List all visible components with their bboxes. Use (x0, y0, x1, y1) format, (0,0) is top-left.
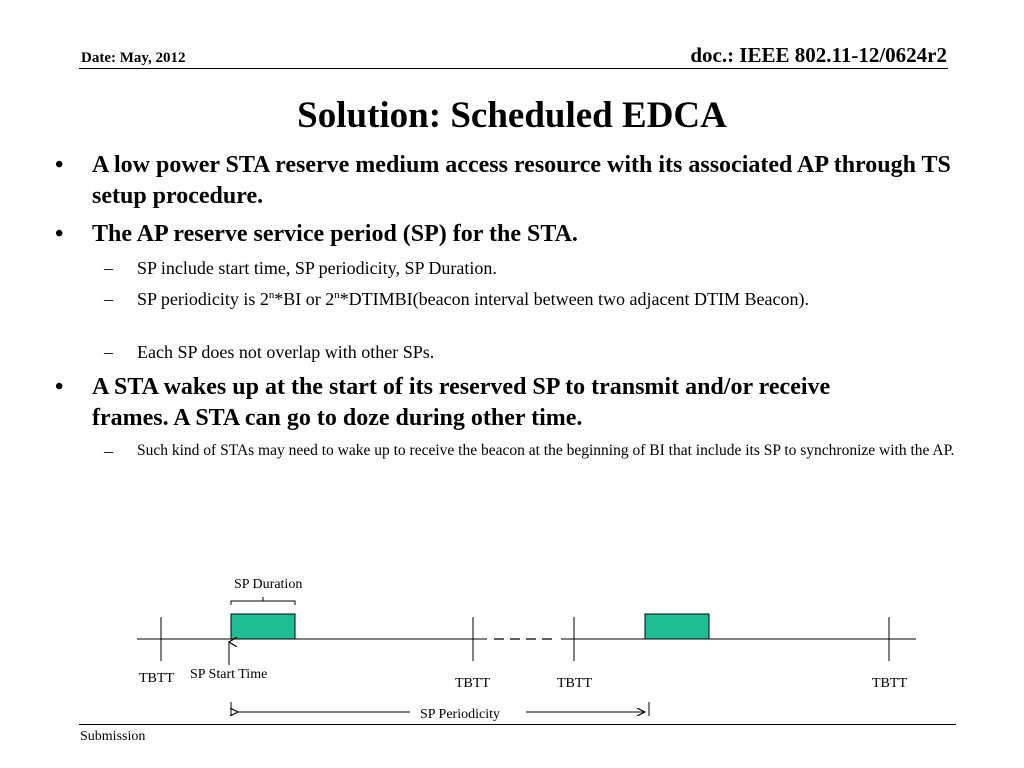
bullet-2-sub-1: SP include start time, SP periodicity, SP Duration. (137, 258, 497, 278)
footer-rule (79, 724, 956, 725)
sub-bullet-marker: – (104, 441, 113, 461)
sub-2-text-pre: SP periodicity is 2 (137, 289, 269, 309)
sub-2-sup-2: n (334, 289, 340, 301)
bullet-marker: • (55, 374, 64, 400)
sub-bullet-marker: – (104, 258, 113, 278)
sp-duration-bracket (231, 597, 295, 605)
sp-start-time-label: SP Start Time (190, 667, 268, 682)
bullet-1: A low power STA reserve medium access resource with its associated AP through TS setup procedure. (92, 152, 951, 209)
footer-submission: Submission (80, 729, 146, 744)
sub-2-sup-1: n (268, 289, 275, 301)
header-date: Date: May, 2012 (81, 50, 186, 66)
sub-bullet-marker: – (104, 342, 113, 362)
bullet-2-sub-3: Each SP does not overlap with other SPs. (137, 342, 435, 362)
bullet-marker: • (55, 152, 64, 178)
tbtt-label-3: TBTT (557, 676, 592, 691)
sp-periodicity-label: SP Periodicity (420, 707, 500, 722)
sub-bullet-marker: – (104, 289, 113, 309)
sub-2-text-mid: *BI or 2 (274, 289, 335, 309)
bullet-3-sub-1: Such kind of STAs may need to wake up to receive the beacon at the beginning of BI that include its SP to synchronize with the AP. (137, 442, 955, 459)
sp-block-1 (231, 614, 295, 639)
header-rule (79, 68, 948, 69)
bullet-2: The AP reserve service period (SP) for the STA. (92, 221, 578, 247)
bullet-2-sub-2 (137, 288, 917, 310)
tbtt-label-2: TBTT (455, 676, 490, 691)
sp-duration-label: SP Duration (234, 577, 303, 592)
bullet-3: A STA wakes up at the start of its reserved SP to transmit and/or receive frames. A STA can go to doze during other time. (92, 374, 831, 431)
bullet-marker: • (55, 221, 64, 247)
sub-2-text-post: *DTIMBI(beacon interval between two adjacent DTIM Beacon). (339, 289, 809, 309)
header-doc-id: doc.: IEEE 802.11-12/0624r2 (690, 43, 947, 67)
tbtt-label-4: TBTT (872, 676, 907, 691)
sp-block-2 (645, 614, 709, 639)
tbtt-label-1: TBTT (139, 671, 174, 686)
slide-title: Solution: Scheduled EDCA (297, 95, 727, 136)
